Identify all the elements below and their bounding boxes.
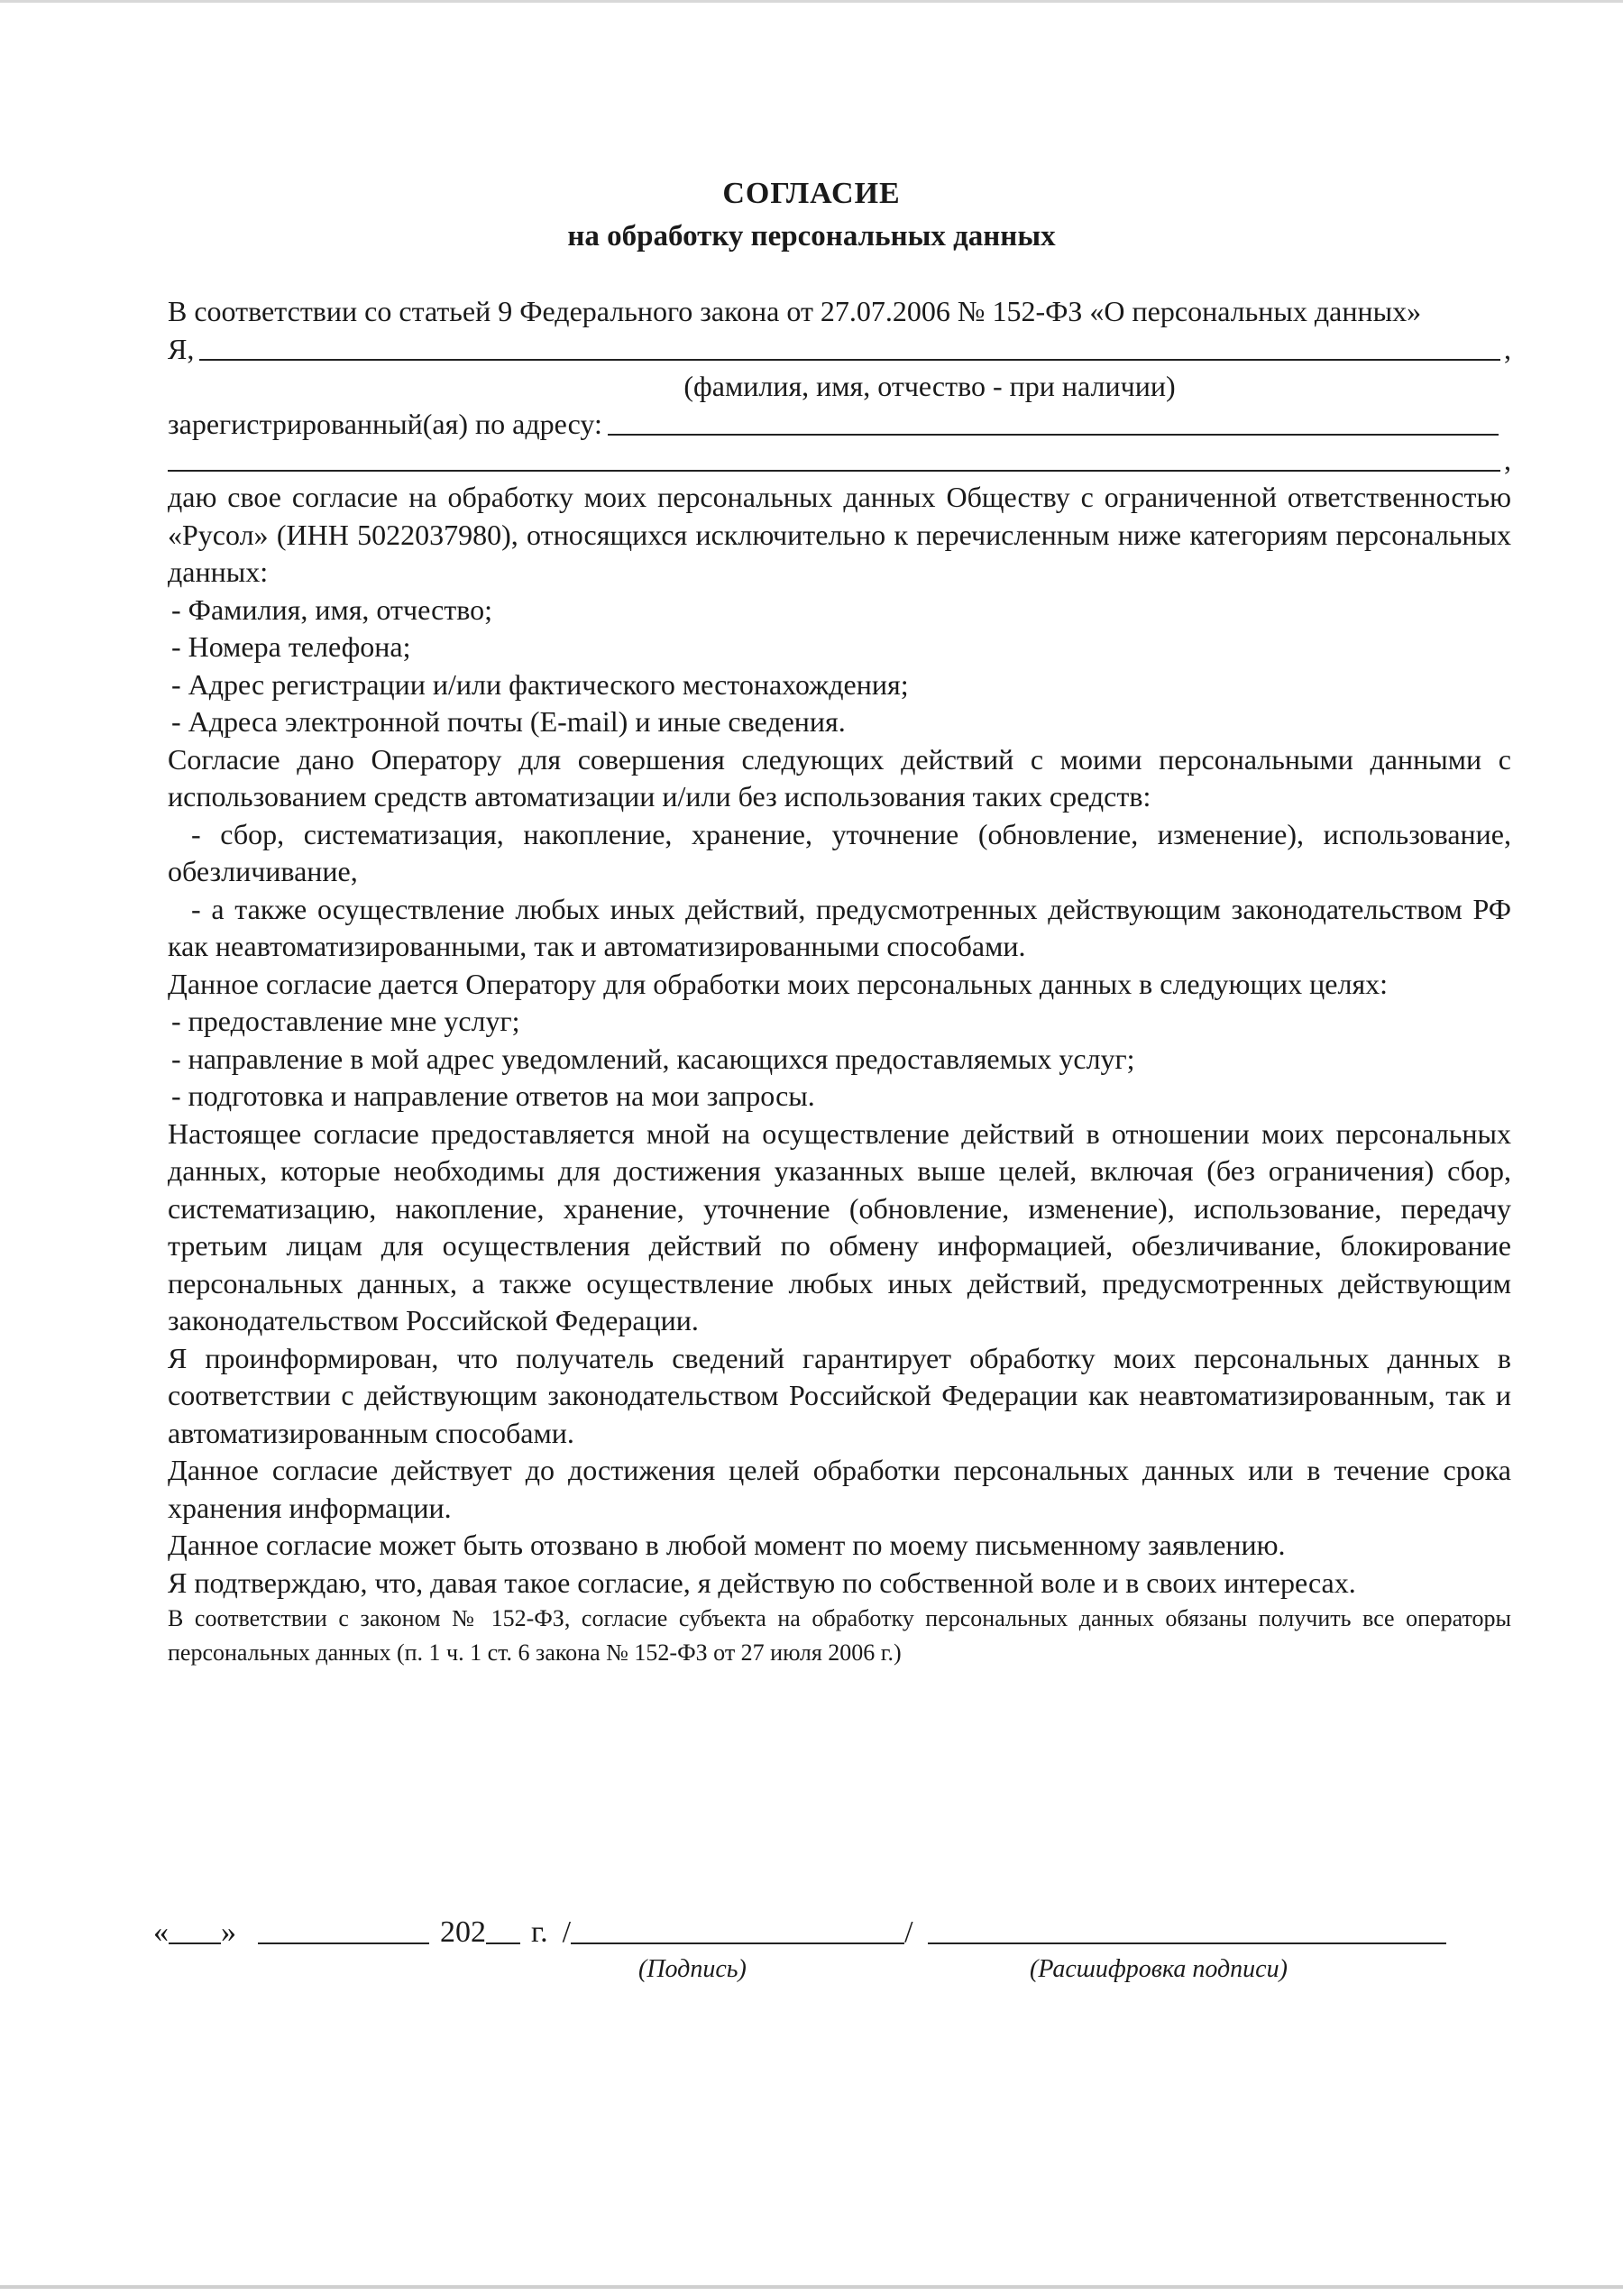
- consent-paragraph: даю свое согласие на обработку моих персональных данных Обществу с ограниченной ответственностью «Русол» (ИНН 5022037980), относящихся исключительно к перечисленным ниже категориям персональных данных:: [168, 481, 1511, 588]
- address-input-line[interactable]: [608, 407, 1499, 436]
- informed-paragraph: Я проинформирован, что получатель сведений гарантирует обработку моих персональных данных в соответствии с действующим законодательством Российской Федерации как неавтоматизированным, так и автоматизированным способами.: [168, 1341, 1511, 1449]
- address-row: [168, 406, 1511, 444]
- year-suffix: г.: [531, 1915, 548, 1949]
- i-label: Я,: [168, 332, 195, 365]
- title-block: [0, 173, 1623, 258]
- year-prefix: 202: [440, 1915, 486, 1949]
- fio-comma: ,: [1504, 332, 1511, 365]
- signature-input-line[interactable]: [571, 1915, 904, 1944]
- decode-input-line[interactable]: [928, 1915, 1446, 1944]
- document-body: [168, 293, 1511, 1670]
- actions-intro: Согласие дано Оператору для совершения следующих действий с моими персональными данными с использованием средств автоматизации и/или без использования таких средств:: [168, 742, 1511, 813]
- address-label: зарегистрированный(ая) по адресу:: [168, 407, 602, 440]
- purposes-intro: Данное согласие дается Оператору для обработки моих персональных данных в следующих целях:: [168, 967, 1389, 1000]
- purpose-item: - направление в мой адрес уведомлений, касающихся предоставляемых услуг;: [171, 1042, 1135, 1075]
- year-input-line[interactable]: [486, 1915, 520, 1944]
- present-paragraph: Настоящее согласие предоставляется мной на осуществление действий в отношении моих персональных данных, которые необходимы для достижения указанных выше целей, включая (без ограничения) сбор, систематизацию, накопление, хранение, уточнение (обновление, изменение), использование, передачу третьим лицам для осуществления действий по обмену информацией, обезличивание, блокирование персональных данных, а также осуществление любых иных действий, предусмотренных действующим законодательством Российской Федерации.: [168, 1116, 1511, 1336]
- date-open-quote: «: [153, 1915, 169, 1949]
- fio-hint: (фамилия, имя, отчество - при наличии): [683, 370, 1176, 402]
- purpose-item: - предоставление мне услуг;: [171, 1005, 520, 1037]
- term-paragraph: Данное согласие действует до достижения целей обработки персональных данных или в течение срока хранения информации.: [168, 1454, 1511, 1524]
- purpose-item: - подготовка и направление ответов на мои запросы.: [171, 1079, 815, 1112]
- document-title: СОГЛАСИЕ: [722, 177, 901, 210]
- scan-edge-top: [0, 0, 1623, 3]
- scan-edge-bottom: [0, 2285, 1623, 2289]
- fio-row: [168, 331, 1511, 369]
- category-item: - Адреса электронной почты (E-mail) и иные сведения.: [171, 705, 846, 738]
- day-input-line[interactable]: [169, 1915, 221, 1944]
- intro-paragraph: В соответствии со статьей 9 Федерального закона от 27.07.2006 № 152-ФЗ «О персональных данных»: [168, 295, 1422, 327]
- action-item: - сбор, систематизация, накопление, хранение, уточнение (обновление, изменение), использование, обезличивание,: [168, 817, 1511, 887]
- action-item: - а также осуществление любых иных действий, предусмотренных действующим законодательством РФ как неавтоматизированными, так и автоматизированными способами.: [168, 892, 1511, 962]
- date-close-quote: »: [221, 1915, 236, 1949]
- address-comma: ,: [1504, 443, 1511, 476]
- signature-caption: (Подпись): [638, 1955, 747, 1983]
- fio-input-line[interactable]: [199, 332, 1500, 361]
- decode-caption: (Расшифровка подписи): [1030, 1955, 1288, 1983]
- category-item: - Адрес регистрации и/или фактического местонахождения;: [171, 667, 909, 701]
- signature-row: [153, 1910, 1524, 1950]
- revoke-paragraph: Данное согласие может быть отозвано в любой момент по моему письменному заявлению.: [168, 1529, 1286, 1561]
- slash-left: /: [562, 1915, 572, 1949]
- category-item: - Номера телефона;: [171, 630, 411, 663]
- document-subtitle: на обработку персональных данных: [567, 220, 1056, 253]
- address-row-2: [168, 443, 1511, 479]
- month-input-line[interactable]: [258, 1915, 429, 1944]
- footnote: В соответствии с законом № 152-ФЗ, согласие субъекта на обработку персональных данных обязаны получить все операторы персональных данных (п. 1 ч. 1 ст. 6 закона № 152-ФЗ от 27 июля 2006 г.): [168, 1605, 1511, 1666]
- confirm-paragraph: Я подтверждаю, что, давая такое согласие, я действую по собственной воле и в своих интересах.: [168, 1566, 1356, 1599]
- address-input-line-2[interactable]: [168, 443, 1500, 472]
- slash-right: /: [904, 1915, 913, 1949]
- category-item: - Фамилия, имя, отчество;: [171, 592, 493, 626]
